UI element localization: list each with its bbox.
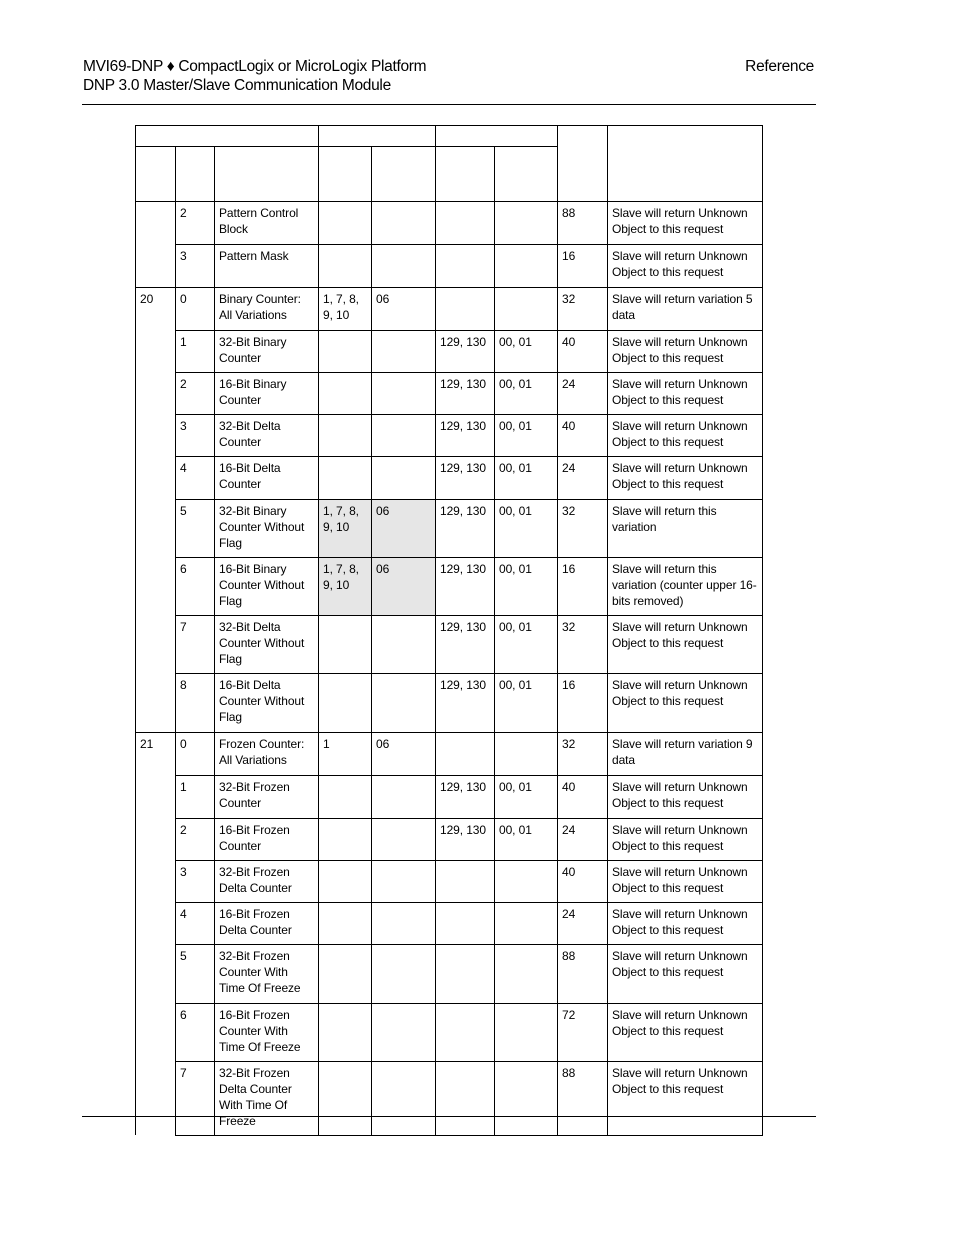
header-cell-fc1 — [319, 147, 372, 202]
cell-fc2 — [436, 733, 495, 776]
cell-notes: Slave will return Unknown Object to this request — [608, 818, 763, 860]
cell-size: 32 — [558, 733, 608, 776]
cell-desc: 16-Bit Frozen Counter — [215, 818, 319, 860]
cell-q1: 06 — [372, 557, 436, 615]
cell-q2: 00, 01 — [495, 818, 558, 860]
cell-q1 — [372, 673, 436, 733]
cell-fc1 — [319, 818, 372, 860]
cell-fc2 — [436, 902, 495, 944]
table-row — [136, 902, 763, 944]
cell-q2 — [495, 860, 558, 902]
cell-obj — [136, 499, 176, 557]
table-row — [136, 673, 763, 733]
cell-fc2 — [436, 944, 495, 1003]
cell-size: 16 — [558, 244, 608, 288]
cell-notes: Slave will return variation 9 data — [608, 733, 763, 776]
table-row — [136, 202, 763, 245]
cell-size: 40 — [558, 775, 608, 818]
cell-fc2 — [436, 244, 495, 288]
cell-desc: 16-Bit Delta Counter — [215, 456, 319, 499]
table-row — [136, 288, 763, 331]
dnp-object-table — [135, 125, 763, 1136]
cell-q2 — [495, 288, 558, 331]
cell-desc: 32-Bit Binary Counter Without Flag — [215, 499, 319, 557]
cell-fc2 — [436, 202, 495, 245]
header-cell-size — [558, 126, 608, 202]
cell-q2 — [495, 244, 558, 288]
cell-desc: 32-Bit Frozen Delta Counter — [215, 860, 319, 902]
cell-q1 — [372, 860, 436, 902]
header-module-line: DNP 3.0 Master/Slave Communication Module — [83, 77, 391, 94]
cell-fc1: 1 — [319, 733, 372, 776]
cell-obj — [136, 902, 176, 944]
cell-q1: 06 — [372, 499, 436, 557]
cell-obj — [136, 818, 176, 860]
cell-size: 88 — [558, 202, 608, 245]
cell-var: 3 — [176, 244, 215, 288]
cell-notes: Slave will return Unknown Object to this request — [608, 902, 763, 944]
cell-notes: Slave will return Unknown Object to this request — [608, 202, 763, 245]
cell-var: 2 — [176, 202, 215, 245]
footer-rule — [82, 1116, 816, 1117]
cell-desc: 32-Bit Frozen Delta Counter With Time Of Freeze — [215, 1061, 319, 1135]
cell-q1 — [372, 818, 436, 860]
header-cell-response — [436, 126, 558, 147]
cell-desc: 16-Bit Binary Counter — [215, 372, 319, 414]
cell-var: 5 — [176, 944, 215, 1003]
cell-q1 — [372, 330, 436, 372]
cell-notes: Slave will return this variation — [608, 499, 763, 557]
cell-notes: Slave will return this variation (counter upper 16-bits removed) — [608, 557, 763, 615]
cell-fc1: 1, 7, 8, 9, 10 — [319, 499, 372, 557]
header-cell-desc — [215, 147, 319, 202]
cell-desc: 32-Bit Frozen Counter With Time Of Freeze — [215, 944, 319, 1003]
table-row — [136, 499, 763, 557]
cell-fc2 — [436, 1003, 495, 1061]
cell-q2 — [495, 1003, 558, 1061]
cell-var: 0 — [176, 288, 215, 331]
cell-fc1 — [319, 615, 372, 673]
cell-notes: Slave will return Unknown Object to this request — [608, 414, 763, 456]
cell-obj — [136, 330, 176, 372]
cell-obj — [136, 775, 176, 818]
table-row — [136, 456, 763, 499]
cell-size: 24 — [558, 372, 608, 414]
cell-q2: 00, 01 — [495, 775, 558, 818]
cell-q1 — [372, 372, 436, 414]
header-cell-fc2 — [436, 147, 495, 202]
cell-var: 5 — [176, 499, 215, 557]
cell-q1: 06 — [372, 288, 436, 331]
cell-obj — [136, 244, 176, 288]
cell-size: 24 — [558, 902, 608, 944]
cell-fc1 — [319, 202, 372, 245]
cell-obj — [136, 557, 176, 615]
cell-desc: 32-Bit Binary Counter — [215, 330, 319, 372]
cell-var: 3 — [176, 414, 215, 456]
cell-notes: Slave will return Unknown Object to this request — [608, 1061, 763, 1135]
header-cell-q2 — [495, 147, 558, 202]
cell-notes: Slave will return Unknown Object to this request — [608, 673, 763, 733]
cell-fc1: 1, 7, 8, 9, 10 — [319, 288, 372, 331]
cell-notes: Slave will return Unknown Object to this request — [608, 456, 763, 499]
cell-size: 88 — [558, 1061, 608, 1135]
document-header — [83, 57, 426, 95]
cell-obj — [136, 202, 176, 245]
cell-fc2 — [436, 1061, 495, 1135]
cell-desc: Binary Counter: All Variations — [215, 288, 319, 331]
cell-q1 — [372, 1061, 436, 1135]
cell-q1 — [372, 902, 436, 944]
cell-fc2: 129, 130 — [436, 673, 495, 733]
cell-q1 — [372, 775, 436, 818]
table-row — [136, 244, 763, 288]
cell-notes: Slave will return Unknown Object to this request — [608, 244, 763, 288]
cell-notes: Slave will return Unknown Object to this request — [608, 775, 763, 818]
cell-desc: 32-Bit Delta Counter — [215, 414, 319, 456]
cell-q2: 00, 01 — [495, 414, 558, 456]
cell-fc2: 129, 130 — [436, 557, 495, 615]
table-row — [136, 775, 763, 818]
cell-desc: Frozen Counter: All Variations — [215, 733, 319, 776]
cell-var: 8 — [176, 673, 215, 733]
cell-fc2: 129, 130 — [436, 372, 495, 414]
cell-fc1 — [319, 1061, 372, 1135]
cell-fc1 — [319, 860, 372, 902]
cell-size: 24 — [558, 456, 608, 499]
cell-size: 40 — [558, 860, 608, 902]
cell-var: 4 — [176, 456, 215, 499]
cell-q1 — [372, 414, 436, 456]
cell-fc1 — [319, 944, 372, 1003]
cell-fc1 — [319, 414, 372, 456]
cell-size: 32 — [558, 288, 608, 331]
cell-q1 — [372, 615, 436, 673]
cell-obj — [136, 673, 176, 733]
cell-var: 7 — [176, 1061, 215, 1135]
table-row — [136, 944, 763, 1003]
table-row — [136, 733, 763, 776]
cell-fc1 — [319, 330, 372, 372]
cell-obj: 21 — [136, 733, 176, 776]
cell-q2: 00, 01 — [495, 499, 558, 557]
cell-var: 4 — [176, 902, 215, 944]
table-row — [136, 1003, 763, 1061]
cell-obj — [136, 372, 176, 414]
cell-fc1 — [319, 372, 372, 414]
header-cell-q1 — [372, 147, 436, 202]
cell-q2: 00, 01 — [495, 330, 558, 372]
header-product-line: MVI69-DNP ♦ CompactLogix or MicroLogix Platform — [83, 58, 427, 75]
cell-fc1 — [319, 673, 372, 733]
cell-notes: Slave will return Unknown Object to this request — [608, 372, 763, 414]
cell-fc2: 129, 130 — [436, 499, 495, 557]
cell-obj — [136, 860, 176, 902]
cell-q1 — [372, 244, 436, 288]
cell-fc1 — [319, 1003, 372, 1061]
cell-var: 2 — [176, 372, 215, 414]
cell-fc1: 1, 7, 8, 9, 10 — [319, 557, 372, 615]
cell-desc: Pattern Control Block — [215, 202, 319, 245]
cell-q2 — [495, 902, 558, 944]
cell-notes: Slave will return Unknown Object to this request — [608, 1003, 763, 1061]
cell-fc1 — [319, 775, 372, 818]
cell-notes: Slave will return Unknown Object to this request — [608, 330, 763, 372]
cell-q1 — [372, 456, 436, 499]
cell-var: 2 — [176, 818, 215, 860]
cell-var: 0 — [176, 733, 215, 776]
cell-fc2 — [436, 860, 495, 902]
table-row — [136, 414, 763, 456]
cell-q2: 00, 01 — [495, 456, 558, 499]
table-row — [136, 330, 763, 372]
cell-var: 1 — [176, 330, 215, 372]
header-cell-object — [136, 126, 319, 147]
cell-q2: 00, 01 — [495, 372, 558, 414]
table-row — [136, 860, 763, 902]
cell-var: 1 — [176, 775, 215, 818]
cell-fc2: 129, 130 — [436, 818, 495, 860]
cell-notes: Slave will return Unknown Object to this request — [608, 860, 763, 902]
cell-q2 — [495, 733, 558, 776]
table-row — [136, 1061, 763, 1135]
cell-fc2: 129, 130 — [436, 775, 495, 818]
cell-size: 32 — [558, 615, 608, 673]
cell-size: 72 — [558, 1003, 608, 1061]
table-row — [136, 818, 763, 860]
cell-notes: Slave will return Unknown Object to this request — [608, 944, 763, 1003]
header-cell-obj — [136, 147, 176, 202]
cell-size: 16 — [558, 673, 608, 733]
header-rule — [82, 104, 816, 105]
cell-q2: 00, 01 — [495, 557, 558, 615]
header-section: Reference — [745, 58, 814, 75]
cell-fc1 — [319, 902, 372, 944]
cell-desc: 16-Bit Delta Counter Without Flag — [215, 673, 319, 733]
header-cell-request — [319, 126, 436, 147]
cell-fc2 — [436, 288, 495, 331]
header-cell-var — [176, 147, 215, 202]
cell-var: 7 — [176, 615, 215, 673]
table-row — [136, 557, 763, 615]
cell-obj — [136, 456, 176, 499]
cell-size: 40 — [558, 414, 608, 456]
table-row — [136, 372, 763, 414]
cell-q2 — [495, 202, 558, 245]
cell-size: 40 — [558, 330, 608, 372]
cell-q2 — [495, 1061, 558, 1135]
cell-desc: 16-Bit Binary Counter Without Flag — [215, 557, 319, 615]
cell-q2: 00, 01 — [495, 615, 558, 673]
cell-q1 — [372, 202, 436, 245]
cell-q2: 00, 01 — [495, 673, 558, 733]
cell-obj — [136, 944, 176, 1003]
cell-desc: 32-Bit Frozen Counter — [215, 775, 319, 818]
cell-desc: Pattern Mask — [215, 244, 319, 288]
cell-fc1 — [319, 456, 372, 499]
cell-q2 — [495, 944, 558, 1003]
cell-q1: 06 — [372, 733, 436, 776]
cell-fc2: 129, 130 — [436, 456, 495, 499]
cell-obj — [136, 1003, 176, 1061]
cell-obj — [136, 414, 176, 456]
cell-notes: Slave will return variation 5 data — [608, 288, 763, 331]
cell-fc2: 129, 130 — [436, 330, 495, 372]
table-header-row-1 — [136, 126, 763, 147]
cell-desc: 32-Bit Delta Counter Without Flag — [215, 615, 319, 673]
cell-desc: 16-Bit Frozen Counter With Time Of Freeze — [215, 1003, 319, 1061]
cell-var: 6 — [176, 1003, 215, 1061]
cell-notes: Slave will return Unknown Object to this request — [608, 615, 763, 673]
cell-fc2: 129, 130 — [436, 615, 495, 673]
cell-fc1 — [319, 244, 372, 288]
cell-var: 3 — [176, 860, 215, 902]
cell-fc2: 129, 130 — [436, 414, 495, 456]
cell-obj: 20 — [136, 288, 176, 331]
cell-size: 32 — [558, 499, 608, 557]
cell-size: 24 — [558, 818, 608, 860]
cell-obj — [136, 1061, 176, 1135]
cell-desc: 16-Bit Frozen Delta Counter — [215, 902, 319, 944]
cell-var: 6 — [176, 557, 215, 615]
header-cell-notes — [608, 126, 763, 202]
cell-size: 88 — [558, 944, 608, 1003]
cell-q1 — [372, 1003, 436, 1061]
cell-obj — [136, 615, 176, 673]
cell-q1 — [372, 944, 436, 1003]
table-row — [136, 615, 763, 673]
cell-size: 16 — [558, 557, 608, 615]
